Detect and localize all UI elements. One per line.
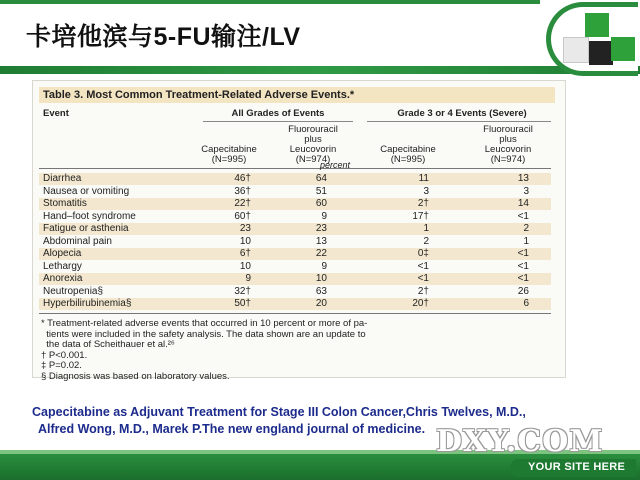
col-fu-1-n: (N=974) [295, 154, 331, 165]
footnote: * Treatment-related adverse events that occurred in 10 percent or more of pa- [41, 318, 368, 329]
cell-v4: 26 [517, 285, 529, 297]
table-row [39, 248, 551, 260]
event-name: Anorexia [43, 273, 83, 284]
table-footnotes [41, 319, 561, 382]
table-caption [39, 87, 555, 103]
unit-label: percent [319, 160, 351, 170]
cell-v3: 2 [423, 235, 429, 247]
cell-v1: 36† [234, 185, 251, 197]
event-name: Alopecia [43, 248, 82, 259]
table-caption-text: Most Common Treatment-Related Adverse Events.* [86, 89, 355, 101]
cell-v1: 10 [239, 260, 251, 272]
col-fu-1-leucovorin: Leucovorin [289, 144, 337, 155]
event-name: Hyperbilirubinemia§ [43, 298, 132, 309]
cell-v1: 9 [245, 273, 251, 284]
cell-v2: 9 [321, 210, 327, 222]
col-cape-2-n: (N=995) [390, 154, 426, 165]
table-row [39, 273, 551, 285]
citation-line-2: Alfred Wong, M.D., Marek P.The new england journal of medicine. [38, 422, 426, 436]
cell-v3: 2† [417, 198, 429, 209]
event-name: Nausea or vomiting [43, 185, 130, 197]
col-fu-2-n: (N=974) [490, 154, 526, 165]
table-row [39, 286, 551, 298]
col-fu-2-leucovorin: Leucovorin [484, 144, 532, 155]
cell-v1: 22† [234, 198, 251, 209]
event-name: Stomatitis [43, 198, 87, 209]
footnote: the data of Scheithauer et al.²⁶ [41, 339, 175, 350]
table-row [39, 198, 551, 210]
cell-v3: <1 [417, 260, 429, 272]
logo-badge [546, 2, 638, 76]
col-cape-2-name: Capecitabine [380, 144, 436, 155]
event-name: Fatigue or asthenia [43, 223, 129, 234]
slide-title: 卡培他滨与5-FU输注/LV [26, 23, 301, 51]
cell-v4: 1 [523, 235, 529, 247]
cell-v3: 11 [418, 173, 429, 184]
cell-v1: 50† [234, 298, 251, 309]
table-caption-label: Table 3. [43, 89, 84, 101]
cell-v1: 46† [234, 173, 251, 184]
col-fu-1-name: Fluorouracil [288, 124, 338, 135]
table-row [39, 173, 551, 185]
cell-v3: 2† [417, 285, 429, 297]
cell-v2: 60 [315, 198, 327, 209]
event-name: Hand–foot syndrome [43, 210, 136, 222]
cell-v3: 20† [412, 298, 429, 309]
cell-v2: 13 [315, 235, 327, 247]
cell-v1: 60† [234, 210, 251, 222]
col-header-event: Event [43, 108, 69, 119]
cell-v4: 2 [523, 223, 529, 234]
cell-v2: 64 [315, 173, 327, 184]
table-row [39, 261, 551, 273]
cell-v4: <1 [517, 210, 529, 222]
citation-line-1: Capecitabine as Adjuvant Treatment for Stage III Colon Cancer,Chris Twelves, M.D., [32, 405, 526, 419]
table-row [39, 211, 551, 223]
site-label: YOUR SITE HERE [528, 461, 626, 473]
cell-v4: <1 [517, 260, 529, 272]
cell-v1: 32† [234, 285, 251, 297]
header-green-band [0, 66, 640, 74]
footnote: ‡ P=0.02. [41, 360, 82, 371]
cell-v3: 3 [423, 185, 429, 197]
group-header-all-grades: All Grades of Events [231, 108, 325, 119]
white-cube-icon [563, 37, 589, 63]
header-accent-bar [0, 0, 540, 4]
col-fu-2-name: Fluorouracil [483, 124, 533, 135]
cell-v4: 3 [523, 185, 529, 197]
cell-v1: 10 [239, 235, 251, 247]
adverse-events-table [32, 80, 566, 382]
cell-v4: 13 [517, 173, 529, 184]
cell-v2: 20 [315, 298, 327, 309]
event-name: Neutropenia§ [43, 285, 104, 297]
col-fu-1-plus: plus [304, 134, 322, 145]
col-header-cape-2 [365, 145, 451, 165]
cell-v4: 14 [517, 198, 529, 209]
cell-v2: 23 [315, 223, 327, 234]
table-row [39, 298, 551, 310]
cell-v1: 6† [239, 248, 251, 259]
cell-v2: 10 [315, 273, 327, 284]
green-cube-icon-2 [611, 37, 635, 61]
footnote: † P<0.001. [41, 349, 88, 361]
green-cube-icon [585, 13, 609, 37]
table-row [39, 236, 551, 248]
footnote: § Diagnosis was based on laboratory values. [41, 370, 230, 382]
cell-v2: 51 [315, 185, 327, 197]
group-underline-all [203, 121, 353, 122]
col-cape-1-name: Capecitabine [201, 144, 257, 155]
cell-v3: 0‡ [417, 248, 429, 259]
group-header-severe: Grade 3 or 4 Events (Severe) [397, 108, 527, 119]
cell-v2: 22 [315, 248, 327, 259]
table-row [39, 186, 551, 198]
cell-v4: <1 [517, 273, 529, 284]
col-cape-1-n: (N=995) [211, 154, 247, 165]
cell-v2: 63 [315, 285, 327, 297]
cell-v4: 6 [523, 298, 529, 309]
footnote: tients were included in the safety analysis. The data shown are an update to [41, 328, 366, 340]
col-header-fu-1 [273, 125, 353, 165]
watermark: DXY.COM [436, 424, 604, 459]
cell-v3: 1 [423, 223, 429, 234]
event-name: Lethargy [43, 260, 82, 272]
event-name: Abdominal pain [43, 235, 112, 247]
cell-v4: <1 [517, 248, 529, 259]
slide-header [0, 0, 640, 66]
cell-v3: <1 [417, 273, 429, 284]
group-underline-severe [367, 121, 551, 122]
cell-v3: 17† [412, 210, 429, 222]
cell-v2: 9 [321, 260, 327, 272]
black-cube-icon [589, 41, 613, 65]
cell-v1: 23 [239, 223, 251, 234]
footer-rule [39, 313, 551, 314]
col-header-fu-2 [465, 125, 551, 165]
col-header-cape-1 [189, 145, 269, 165]
table-row [39, 223, 551, 235]
col-fu-2-plus: plus [499, 134, 517, 145]
event-name: Diarrhea [43, 173, 82, 184]
